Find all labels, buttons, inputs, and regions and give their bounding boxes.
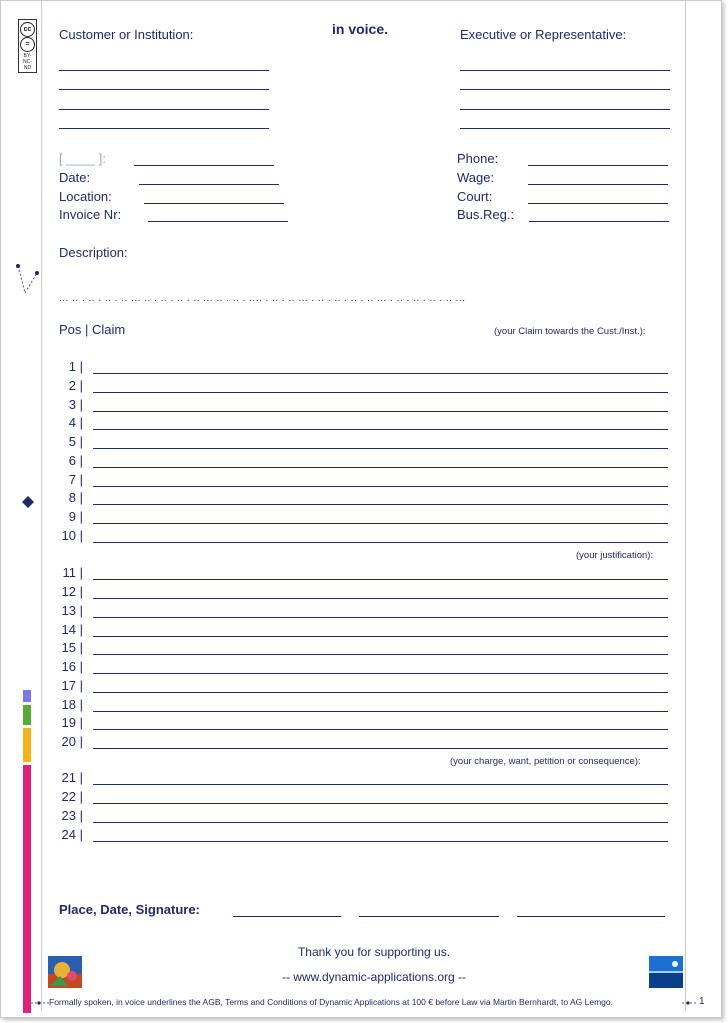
executive-line-1[interactable]: [460, 70, 670, 71]
color-bar-green: [23, 705, 31, 725]
left-margin-line: [41, 1, 42, 1011]
row-number: 14 |: [61, 622, 83, 637]
row-line[interactable]: [93, 748, 668, 749]
row-line[interactable]: [93, 486, 668, 487]
seascape-thumbnail-icon: [649, 956, 683, 988]
executive-line-3[interactable]: [460, 109, 670, 110]
phone-line[interactable]: [528, 165, 668, 166]
cc-icon: cc: [20, 22, 35, 37]
row-line[interactable]: [93, 467, 668, 468]
wage-line[interactable]: [528, 184, 668, 185]
customer-line-1[interactable]: [59, 70, 269, 71]
row-line[interactable]: [93, 448, 668, 449]
court-label: Court:: [457, 189, 493, 204]
row-number: 6 |: [68, 453, 83, 468]
row-number: 24 |: [61, 827, 83, 842]
bracket-field-label: [ ____ ]:: [59, 151, 106, 166]
claims-header: Pos | Claim: [59, 322, 126, 337]
row-line[interactable]: [93, 429, 668, 430]
diamond-marker-icon: [21, 495, 35, 509]
page-number: 1: [699, 996, 705, 1007]
row-line[interactable]: [93, 822, 668, 823]
color-bar-purple: [23, 690, 31, 702]
row-line[interactable]: [93, 598, 668, 599]
executive-label: Executive or Representative:: [460, 27, 627, 42]
thanks-text: Thank you for supporting us.: [297, 945, 451, 959]
row-number: 20 |: [61, 734, 83, 749]
row-number: 3 |: [68, 397, 83, 412]
phone-label: Phone:: [457, 151, 499, 166]
customer-line-4[interactable]: [59, 128, 269, 129]
cc-license-badge: [18, 19, 37, 73]
row-line[interactable]: [93, 673, 668, 674]
fold-mark-icon: [15, 263, 41, 297]
row-number: 2 |: [68, 378, 83, 393]
website-link[interactable]: -- www.dynamic-applications.org --: [281, 970, 467, 984]
row-number: 8 |: [68, 490, 83, 505]
invoice-nr-line[interactable]: [148, 221, 288, 222]
signature-date-line[interactable]: [359, 916, 499, 917]
description-label: Description:: [59, 245, 128, 260]
row-line[interactable]: [93, 617, 668, 618]
row-line[interactable]: [93, 654, 668, 655]
customer-line-2[interactable]: [59, 89, 269, 90]
court-line[interactable]: [528, 203, 668, 204]
footer-left-dots-icon: [31, 999, 49, 1007]
charge-note: (your charge, want, petition or consequence):: [450, 756, 641, 767]
legal-text: Formally spoken, in voice underlines the AGB, Terms and Conditions of Dynamic Applications at 100 € before Law via Martin Bernhardt, to AG Lemgo.: [49, 997, 613, 1007]
executive-line-4[interactable]: [460, 128, 670, 129]
claim-note: (your Claim towards the Cust./Inst.):: [494, 326, 646, 337]
row-number: 19 |: [61, 715, 83, 730]
row-line[interactable]: [93, 373, 668, 374]
row-number: 10 |: [61, 528, 83, 543]
row-number: 11 |: [62, 565, 83, 580]
customer-line-3[interactable]: [59, 109, 269, 110]
right-margin-line: [685, 1, 686, 1011]
justification-note: (your justification):: [576, 550, 654, 561]
row-line[interactable]: [93, 841, 668, 842]
date-label: Date:: [59, 170, 91, 185]
row-line[interactable]: [93, 784, 668, 785]
signature-place-line[interactable]: [233, 916, 341, 917]
bus-reg-label: Bus.Reg.:: [457, 207, 515, 222]
invoice-nr-label: Invoice Nr:: [59, 207, 122, 222]
bracket-field-line[interactable]: [134, 165, 274, 166]
row-line[interactable]: [93, 711, 668, 712]
row-line[interactable]: [93, 803, 668, 804]
row-number: 12 |: [61, 584, 83, 599]
row-line[interactable]: [93, 542, 668, 543]
signature-sign-line[interactable]: [517, 916, 665, 917]
wage-label: Wage:: [457, 170, 495, 185]
location-label: Location:: [59, 189, 112, 204]
document-title: in voice.: [332, 21, 389, 37]
row-line[interactable]: [93, 411, 668, 412]
row-line[interactable]: [93, 392, 668, 393]
row-number: 18 |: [61, 697, 83, 712]
row-number: 7 |: [68, 472, 83, 487]
executive-line-2[interactable]: [460, 89, 670, 90]
description-dots-line: ... .. . .. . .. . .. ... .. . .. . .. . .. ... .. . .. . .... . .. . .. ... . .. . .. . .. . .. ... . .. . .. . .. . .. ...: [59, 293, 466, 304]
location-line[interactable]: [144, 203, 284, 204]
color-bar-orange: [23, 728, 31, 762]
row-number: 23 |: [61, 808, 83, 823]
row-line[interactable]: [93, 523, 668, 524]
row-number: 15 |: [61, 640, 83, 655]
row-number: 21 |: [61, 770, 83, 785]
row-number: 4 |: [68, 415, 83, 430]
date-line[interactable]: [139, 184, 279, 185]
row-number: 17 |: [61, 678, 83, 693]
row-number: 5 |: [68, 434, 83, 449]
row-line[interactable]: [93, 579, 668, 580]
artwork-thumbnail-icon: [48, 956, 82, 988]
row-number: 22 |: [61, 789, 83, 804]
no-derivatives-icon: =: [20, 37, 35, 52]
row-number: 1 |: [68, 359, 83, 374]
license-badge-text: BY-NC-ND: [23, 53, 32, 71]
customer-label: Customer or Institution:: [59, 27, 194, 42]
row-number: 13 |: [61, 603, 83, 618]
row-line[interactable]: [93, 729, 668, 730]
row-line[interactable]: [93, 636, 668, 637]
row-line[interactable]: [93, 504, 668, 505]
bus-reg-line[interactable]: [529, 221, 669, 222]
row-number: 16 |: [61, 659, 83, 674]
row-line[interactable]: [93, 692, 668, 693]
row-number: 9 |: [68, 509, 83, 524]
signature-label: Place, Date, Signature:: [59, 902, 200, 917]
footer-right-dots-icon: [682, 999, 696, 1007]
